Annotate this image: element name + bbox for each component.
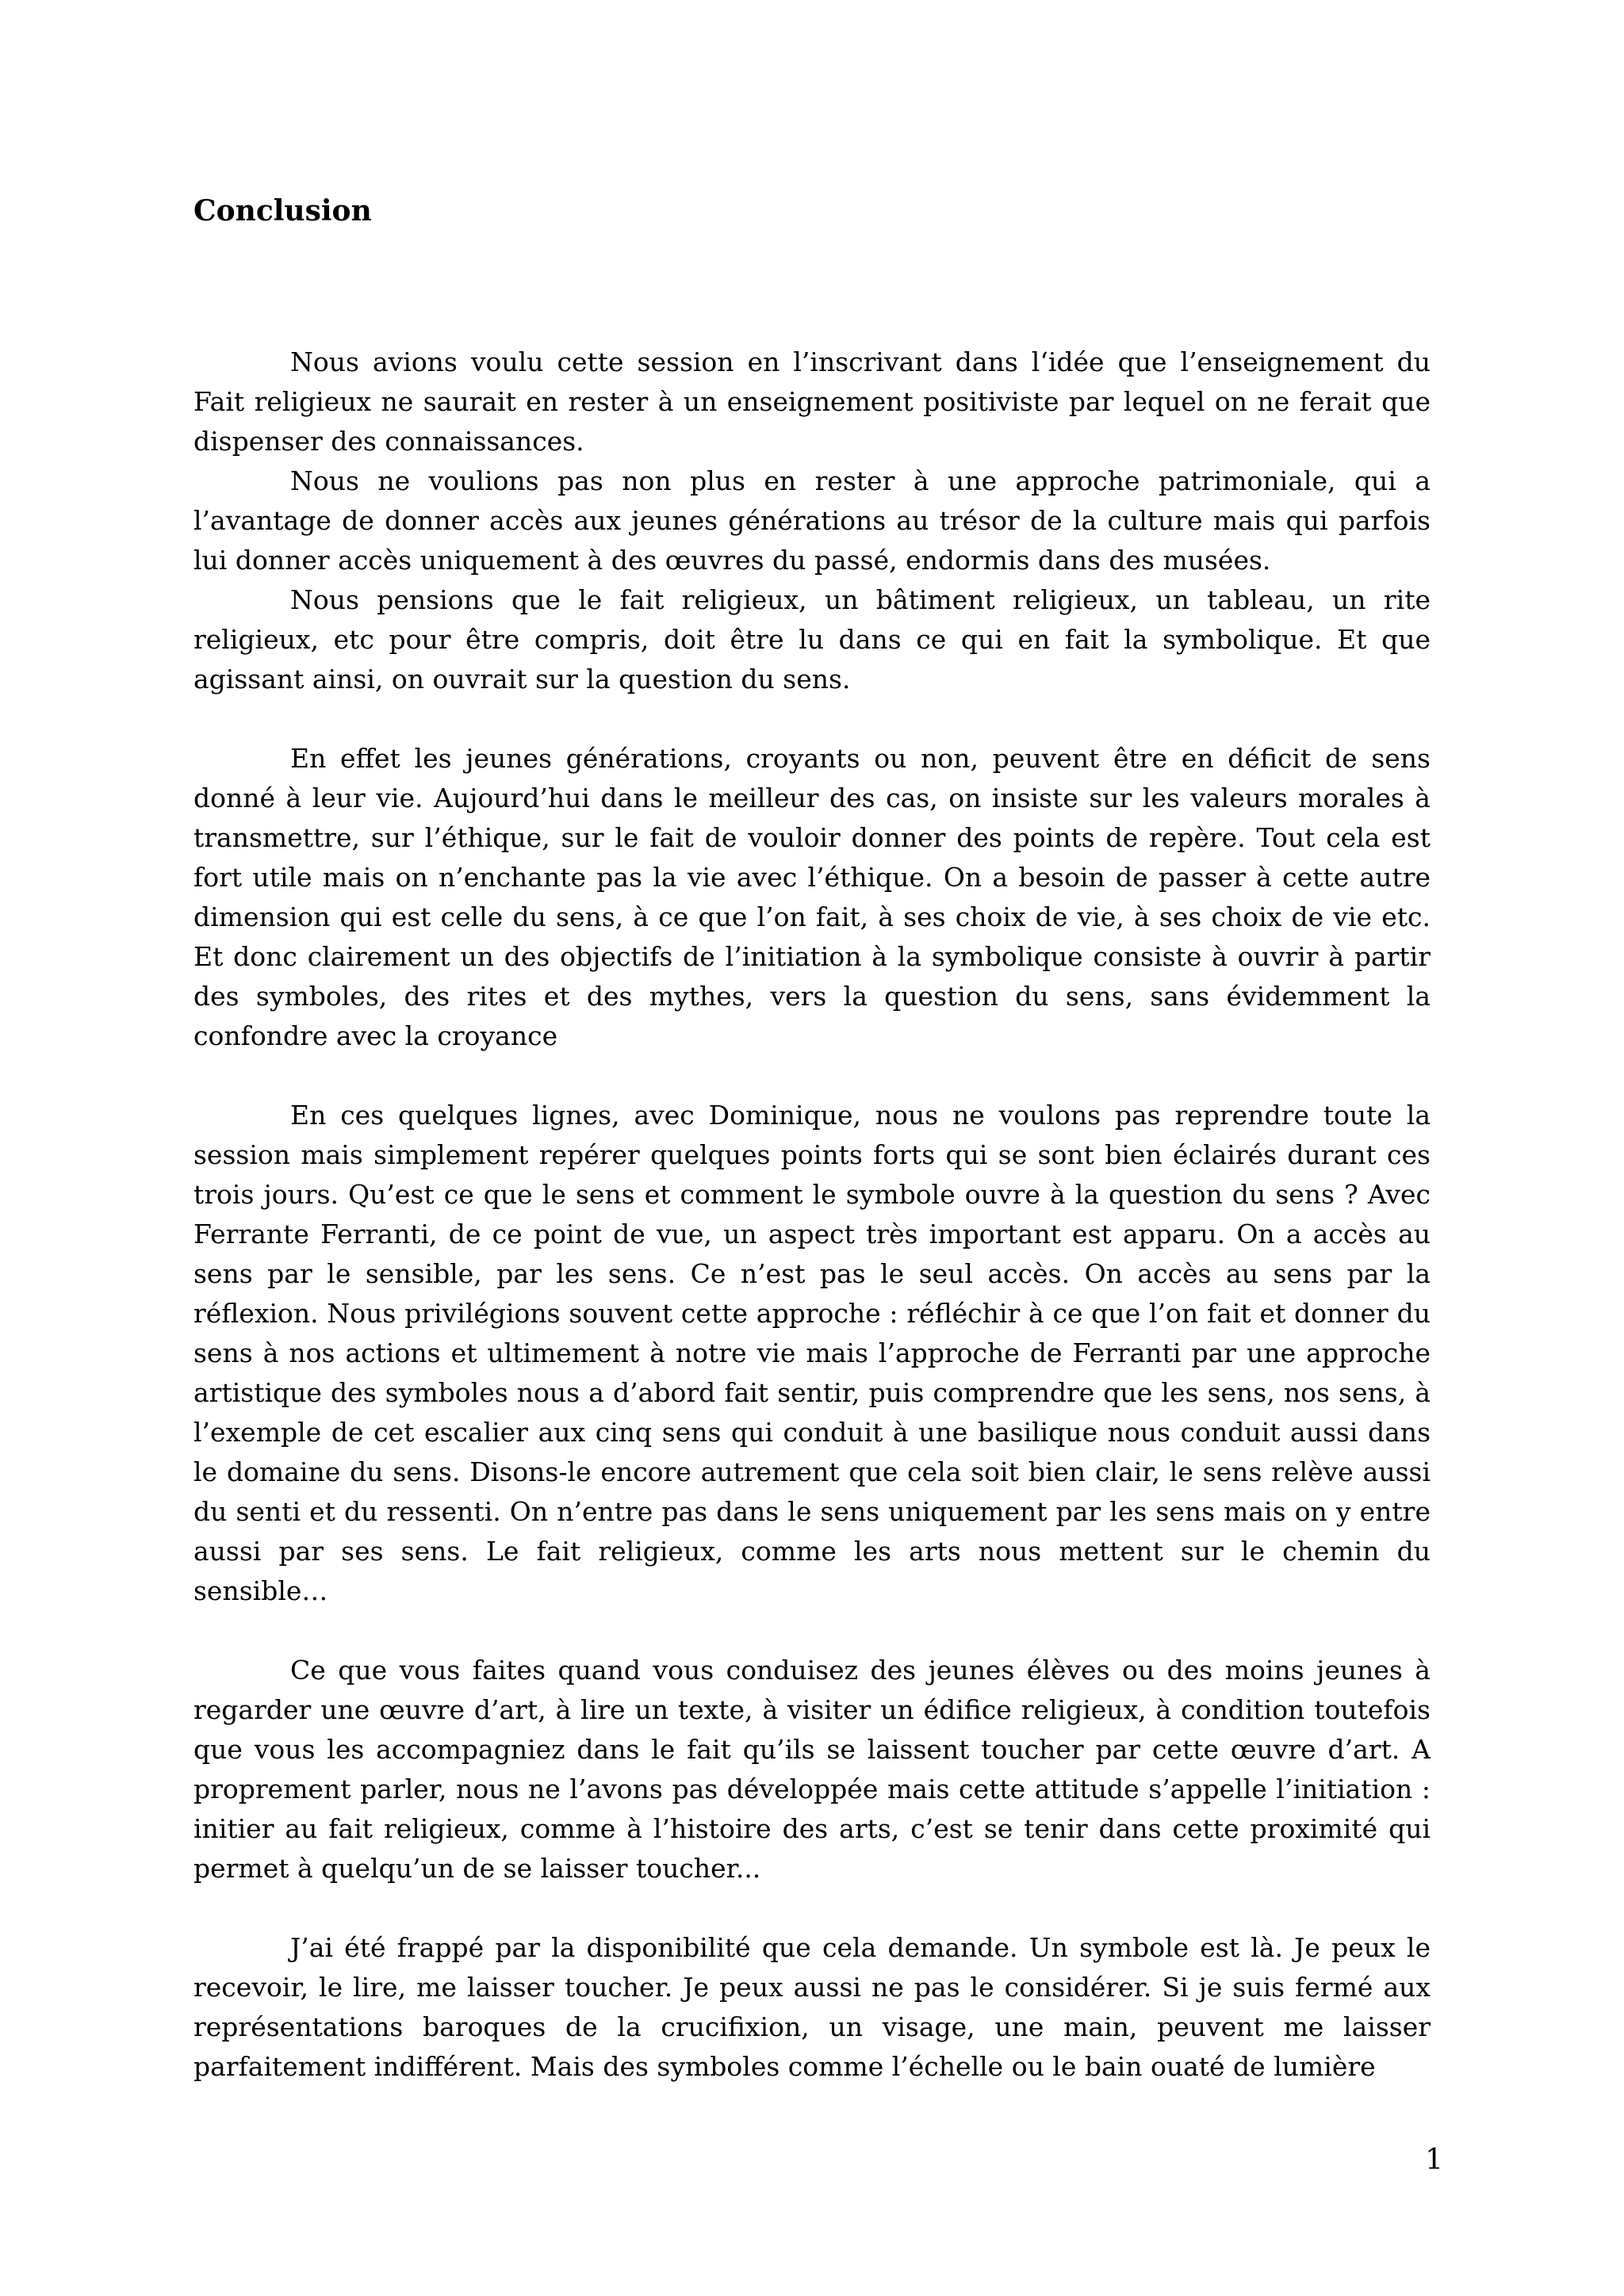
- page-title: Conclusion: [193, 194, 372, 228]
- page-number: 1: [1425, 2144, 1443, 2176]
- paragraph-1: Nous avions voulu cette session en l’inscrivant dans l‘idée que l’enseignement du Fait religieux ne saurait en rester à un enseignement positiviste par lequel on ne ferait que dispenser des connaissances.: [193, 346, 1431, 457]
- paragraph-4: En effet les jeunes générations, croyants ou non, peuvent être en déficit de sens donné à leur vie. Aujourd’hui dans le meilleur des cas, on insiste sur les valeurs morales à transmettre, sur l’éthique, sur le fait de vouloir donner des points de repère. Tout cela est fort utile mais on n’enchante pas la vie avec l’éthique. On a besoin de passer à cette autre dimension qui est celle du sens, à ce que l’on fait, à ses choix de vie, à ses choix de vie etc. Et donc clairement un des objectifs de l’initiation à la symbolique consiste à ouvrir à partir des symboles, des rites et des mythes, vers la question du sens, sans évidemment la confondre avec la croyance: [193, 743, 1431, 1051]
- paragraph-6: Ce que vous faites quand vous conduisez des jeunes élèves ou des moins jeunes à regarder une œuvre d’art, à lire un texte, à visiter un édifice religieux, à condition toutefois que vous les accompagniez dans le fait qu’ils se laissent toucher par cette œuvre d’art. A proprement parler, nous ne l’avons pas développée mais cette attitude s’appelle l’initiation : initier au fait religieux, comme à l’histoire des arts, c’est se tenir dans cette proximité qui permet à quelqu’un de se laisser toucher...: [193, 1655, 1431, 1884]
- paragraph-7: J’ai été frappé par la disponibilité que cela demande. Un symbole est là. Je peux le recevoir, le lire, me laisser toucher. Je peux aussi ne pas le considérer. Si je suis fermé aux représentations baroques de la crucifixion, un visage, une main, peuvent me laisser parfaitement indifférent. Mais des symboles comme l’échelle ou le bain ouaté de lumière: [193, 1932, 1431, 2082]
- paragraph-5: En ces quelques lignes, avec Dominique, nous ne voulons pas reprendre toute la session mais simplement repérer quelques points forts qui se sont bien éclairés durant ces trois jours. Qu’est ce que le sens et comment le symbole ouvre à la question du sens ? Avec Ferrante Ferranti, de ce point de vue, un aspect très important est apparu. On a accès au sens par le sensible, par les sens. Ce n’est pas le seul accès. On accès au sens par la réflexion. Nous privilégions souvent cette approche : réfléchir à ce que l’on fait et donner du sens à nos actions et ultimement à notre vie mais l’approche de Ferranti par une approche artistique des symboles nous a d’abord fait sentir, puis comprendre que les sens, nos sens, à l’exemple de cet escalier aux cinq sens qui conduit à une basilique nous conduit aussi dans le domaine du sens. Disons-le encore autrement que cela soit bien clair, le sens relève aussi du senti et du ressenti. On n’entre pas dans le sens uniquement par les sens mais on y entre aussi par ses sens. Le fait religieux, comme les arts nous mettent sur le chemin du sensible…: [193, 1100, 1431, 1606]
- paragraph-2: Nous ne voulions pas non plus en rester à une approche patrimoniale, qui a l’avantage de donner accès aux jeunes générations au trésor de la culture mais qui parfois lui donner accès uniquement à des œuvres du passé, endormis dans des musées.: [193, 465, 1431, 576]
- body-text: [193, 342, 1431, 2087]
- paragraph-3: Nous pensions que le fait religieux, un bâtiment religieux, un tableau, un rite religieux, etc pour être compris, doit être lu dans ce qui en fait la symbolique. Et que agissant ainsi, on ouvrait sur la question du sens.: [193, 584, 1431, 695]
